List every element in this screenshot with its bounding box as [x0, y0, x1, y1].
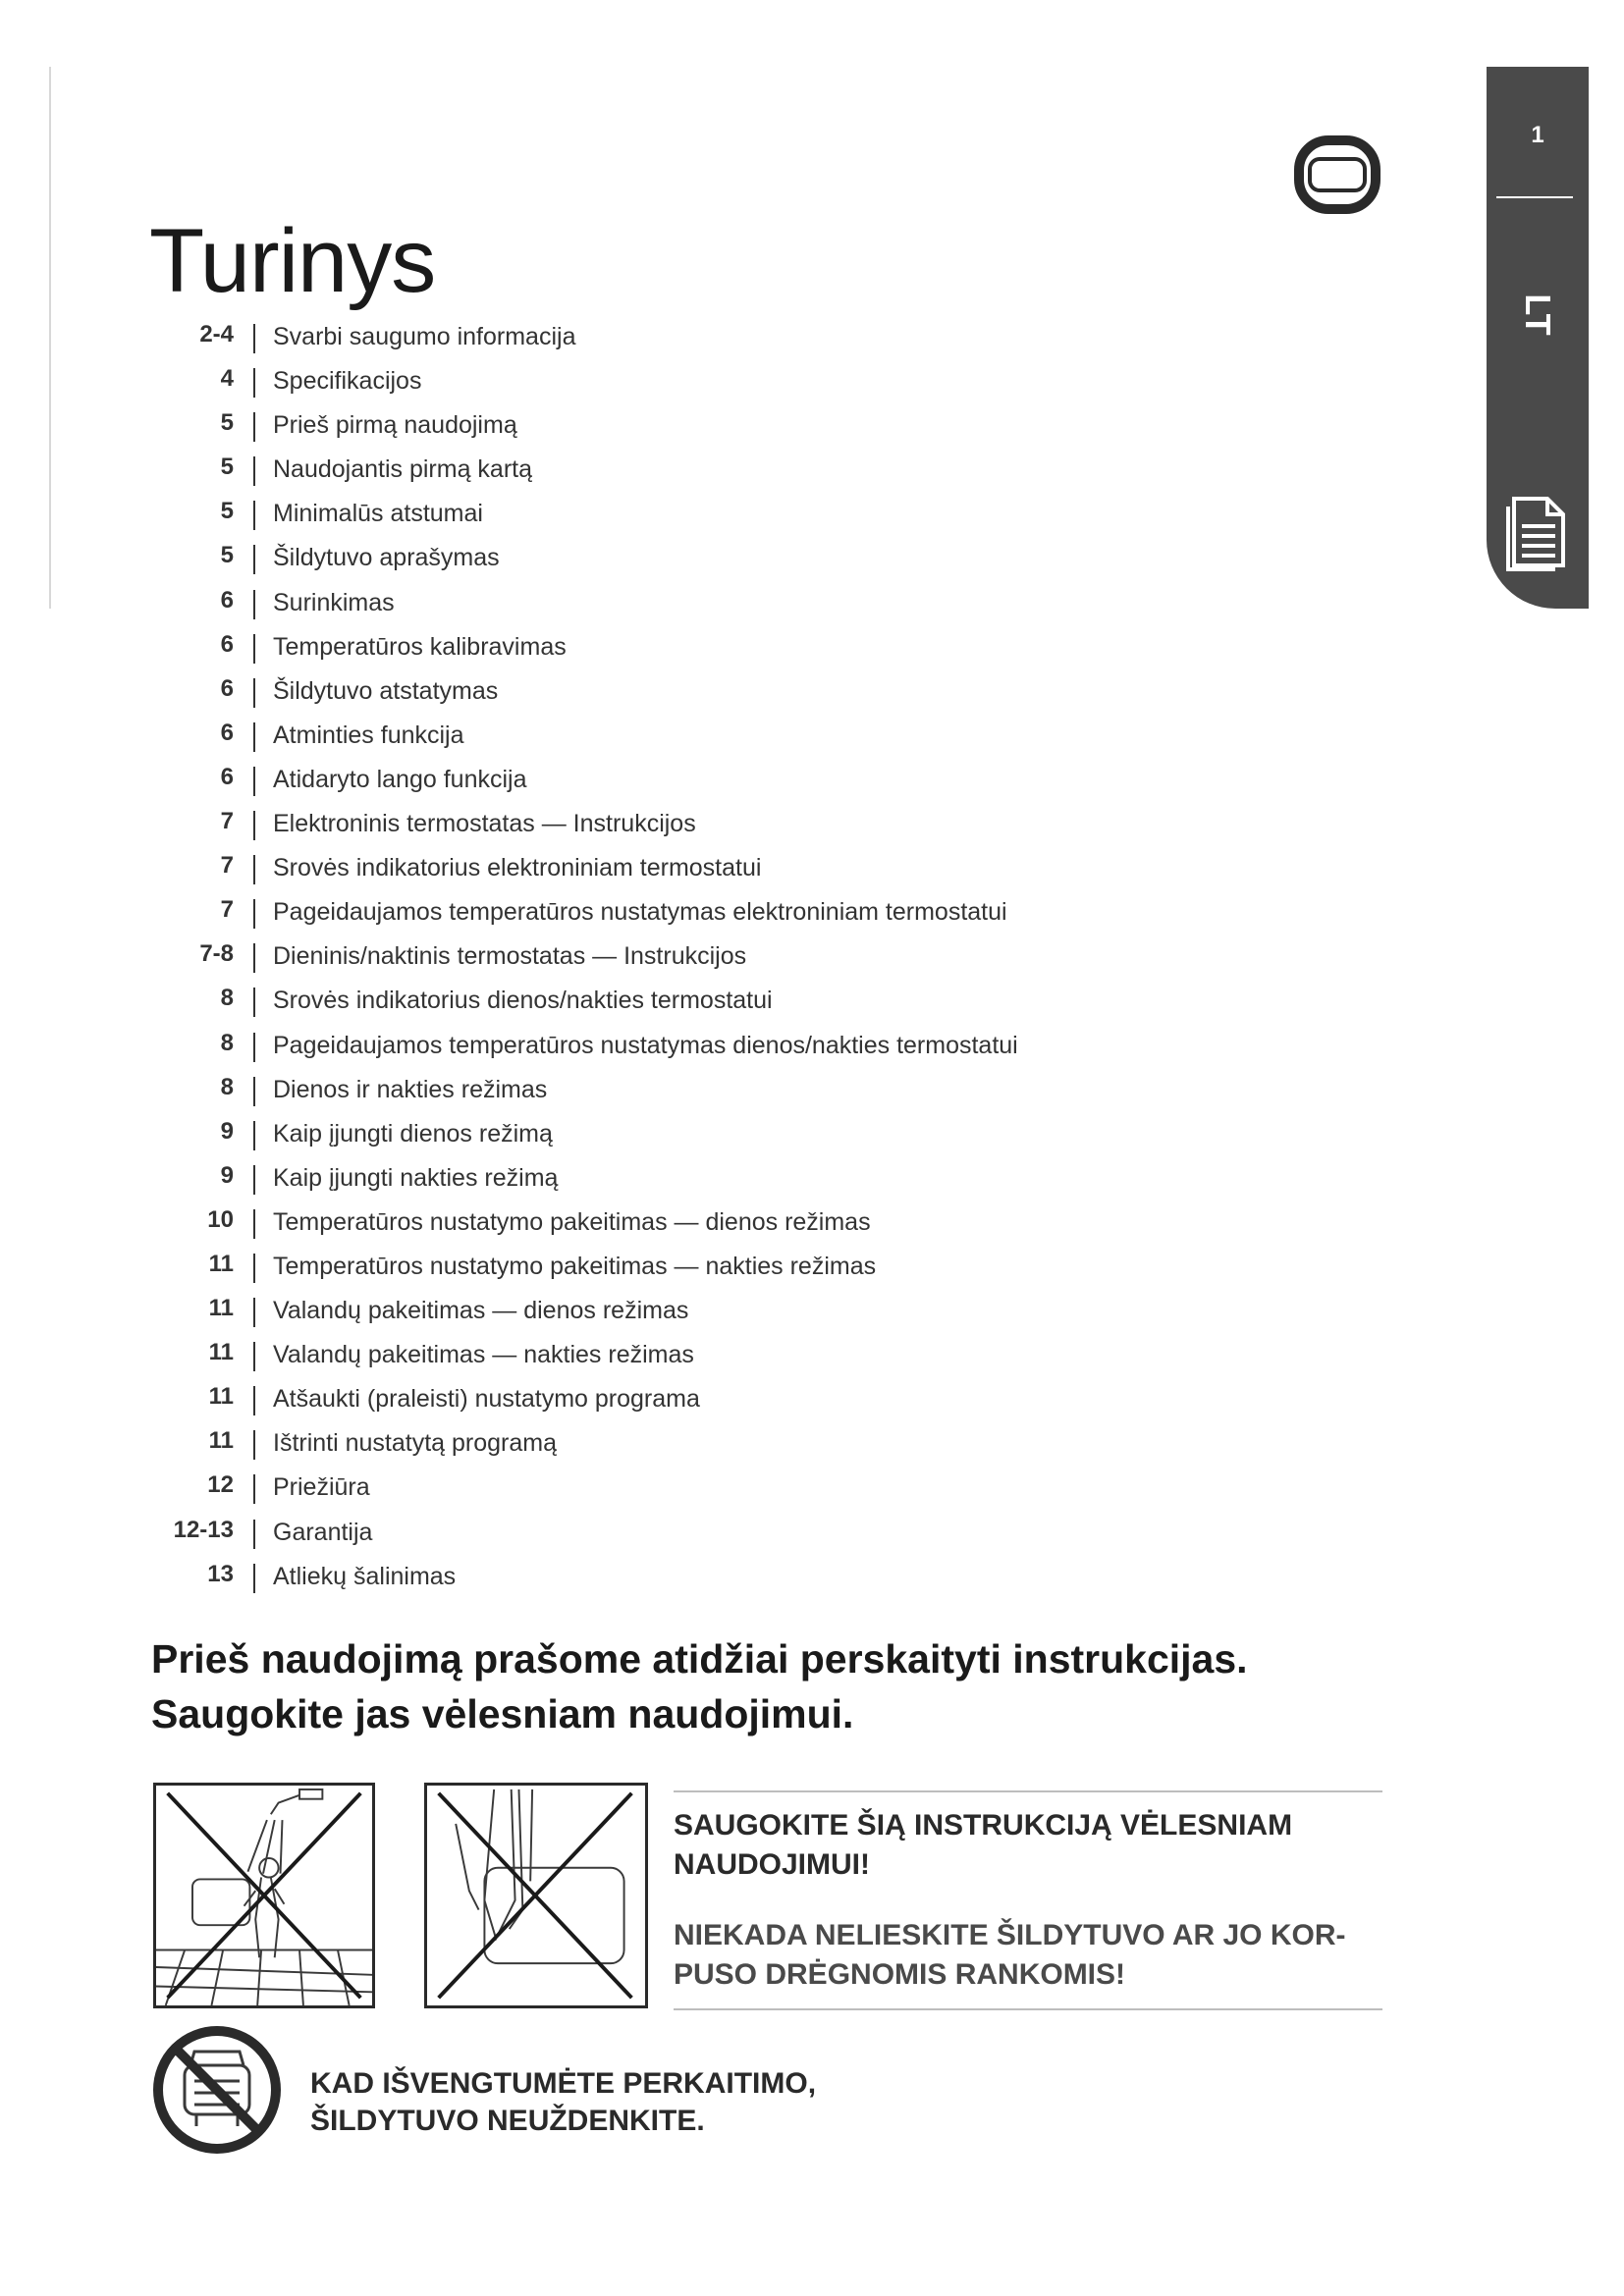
toc-row — [149, 978, 1131, 1022]
toc-row — [149, 934, 1131, 978]
toc-row — [149, 1111, 1131, 1155]
toc-page-number: 6 — [220, 674, 234, 702]
toc-page-number: 8 — [220, 1073, 234, 1100]
toc-page-number: 4 — [220, 365, 234, 393]
toc-row — [149, 1420, 1131, 1465]
toc-separator — [253, 1254, 255, 1283]
side-tab — [1487, 67, 1589, 609]
toc-page-number: 9 — [220, 1117, 234, 1145]
no-towel-drying-icon — [424, 1783, 648, 2008]
toc-entry-label: Specifikacijos — [273, 367, 422, 396]
toc-separator — [253, 899, 255, 929]
toc-row — [149, 889, 1131, 934]
toc-row — [149, 535, 1131, 579]
toc-page-number: 6 — [220, 763, 234, 790]
toc-page-number: 11 — [208, 1250, 234, 1277]
toc-entry-label: Garantija — [273, 1518, 373, 1546]
toc-row — [149, 1510, 1131, 1554]
toc-page-number: 5 — [220, 454, 234, 481]
warning-top-rule — [674, 1790, 1382, 1792]
toc-page-number: 7-8 — [199, 940, 234, 968]
toc-separator — [253, 1209, 255, 1239]
toc-separator — [253, 678, 255, 708]
toc-separator — [253, 767, 255, 796]
do-not-cover-icon — [151, 2024, 283, 2156]
toc-separator — [253, 1033, 255, 1062]
do-not-cover-line-1: KAD IŠVENGTUMĖTE PERKAITIMO, — [310, 2067, 817, 2100]
toc-row — [149, 1554, 1131, 1598]
toc-separator — [253, 368, 255, 398]
keep-instructions-warning: SAUGOKITE ŠIĄ INSTRUKCIJĄ VĖLESNIAM NAUDOJIMUI! — [674, 1809, 1293, 1881]
toc-entry-label: Temperatūros kalibravimas — [273, 632, 567, 661]
toc-separator — [253, 1165, 255, 1195]
toc-row — [149, 668, 1131, 713]
toc-entry-label: Minimalūs atstumai — [273, 500, 483, 528]
toc-separator — [253, 1430, 255, 1460]
toc-separator — [253, 412, 255, 442]
toc-row — [149, 1244, 1131, 1288]
toc-page-number: 9 — [220, 1161, 234, 1189]
no-shower-use-icon — [153, 1783, 375, 2008]
toc-entry-label: Priežiūra — [273, 1473, 370, 1502]
language-label: LT — [1518, 294, 1558, 337]
do-not-cover-line-2: ŠILDYTUVO NEUŽDENKITE. — [310, 2105, 705, 2137]
toc-entry-label: Dieninis/naktinis termostatas — Instrukcijos — [273, 942, 747, 971]
toc-page-number: 6 — [220, 586, 234, 614]
toc-page-number: 11 — [208, 1383, 234, 1411]
toc-separator — [253, 590, 255, 619]
do-not-cover-warning — [310, 2065, 816, 2140]
toc-row — [149, 1067, 1131, 1111]
toc-separator — [253, 1121, 255, 1150]
toc-page-number: 5 — [220, 542, 234, 569]
toc-entry-label: Temperatūros nustatymo pakeitimas — dienos režimas — [273, 1207, 871, 1236]
toc-separator — [253, 855, 255, 884]
toc-separator — [253, 634, 255, 664]
toc-separator — [253, 722, 255, 752]
toc-row — [149, 1023, 1131, 1067]
toc-row — [149, 1155, 1131, 1200]
tab-divider — [1496, 196, 1573, 198]
toc-row — [149, 1465, 1131, 1509]
toc-row — [149, 713, 1131, 757]
warning-box — [674, 1790, 1382, 2010]
toc-row — [149, 402, 1131, 447]
toc-separator — [253, 1520, 255, 1549]
toc-row — [149, 314, 1131, 358]
page-title: Turinys — [149, 211, 436, 311]
toc-row — [149, 801, 1131, 845]
toc-entry-label: Šildytuvo atstatymas — [273, 676, 499, 705]
toc-page-number: 12-13 — [173, 1516, 234, 1543]
toc-page-number: 7 — [220, 808, 234, 835]
toc-row — [149, 491, 1131, 535]
toc-separator — [253, 1077, 255, 1106]
left-margin-rule — [49, 67, 51, 609]
toc-separator — [253, 811, 255, 840]
toc-separator — [253, 988, 255, 1017]
toc-entry-label: Valandų pakeitimas — nakties režimas — [273, 1341, 694, 1369]
toc-entry-label: Valandų pakeitimas — dienos režimas — [273, 1297, 689, 1325]
toc-row — [149, 624, 1131, 668]
toc-entry-label: Surinkimas — [273, 588, 395, 616]
toc-entry-label: Kaip įjungti nakties režimą — [273, 1163, 559, 1192]
toc-entry-label: Atliekų šalinimas — [273, 1562, 457, 1590]
toc-separator — [253, 1474, 255, 1504]
toc-page-number: 10 — [207, 1205, 234, 1233]
toc-page-number: 8 — [220, 1029, 234, 1056]
toc-entry-label: Pageidaujamos temperatūros nustatymas elektroniniam termostatui — [273, 898, 1007, 927]
toc-page-number: 5 — [220, 409, 234, 437]
toc-page-number: 6 — [220, 719, 234, 746]
toc-separator — [253, 1386, 255, 1415]
toc-page-number: 7 — [220, 896, 234, 924]
toc-entry-label: Svarbi saugumo informacija — [273, 323, 576, 350]
toc-entry-label: Atšaukti (praleisti) nustatymo programa — [273, 1385, 700, 1414]
toc-separator — [253, 501, 255, 530]
toc-row — [149, 1376, 1131, 1420]
table-of-contents — [149, 314, 1131, 1598]
notice-line-2: Saugokite jas vėlesniam naudojimui. — [151, 1691, 854, 1736]
toc-separator — [253, 1298, 255, 1327]
toc-page-number: 13 — [207, 1560, 234, 1587]
toc-entry-label: Naudojantis pirmą kartą — [273, 455, 533, 484]
toc-page-number: 6 — [220, 630, 234, 658]
toc-row — [149, 1288, 1131, 1332]
toc-page-number: 2-4 — [199, 321, 234, 347]
toc-row — [149, 358, 1131, 402]
toc-entry-label: Ištrinti nustatytą programą — [273, 1429, 558, 1458]
toc-entry-label: Srovės indikatorius elektroniniam termostatui — [273, 854, 762, 882]
warning-bottom-rule — [674, 2008, 1382, 2010]
notice-line-1: Prieš naudojimą prašome atidžiai perskaityti instrukcijas. — [151, 1636, 1248, 1682]
toc-row — [149, 447, 1131, 491]
rounded-rect-logo-icon — [1294, 135, 1380, 214]
toc-entry-label: Atminties funkcija — [273, 721, 464, 749]
toc-page-number: 5 — [220, 498, 234, 525]
toc-entry-label: Dienos ir nakties režimas — [273, 1075, 548, 1103]
toc-entry-label: Srovės indikatorius dienos/nakties termostatui — [273, 987, 773, 1015]
toc-page-number: 7 — [220, 852, 234, 880]
toc-entry-label: Kaip įjungti dienos režimą — [273, 1119, 553, 1148]
toc-entry-label: Prieš pirmą naudojimą — [273, 411, 517, 440]
toc-entry-label: Pageidaujamos temperatūros nustatymas dienos/nakties termostatui — [273, 1031, 1018, 1059]
toc-entry-label: Atidaryto lango funkcija — [273, 765, 527, 793]
toc-separator — [253, 456, 255, 486]
toc-entry-label: Šildytuvo aprašymas — [273, 544, 500, 572]
toc-page-number: 8 — [220, 985, 234, 1012]
toc-page-number: 11 — [208, 1339, 234, 1366]
toc-row — [149, 845, 1131, 889]
toc-page-number: 12 — [207, 1471, 234, 1499]
toc-entry-label: Temperatūros nustatymo pakeitimas — nakties režimas — [273, 1252, 877, 1280]
toc-separator — [253, 943, 255, 973]
toc-separator — [253, 545, 255, 574]
toc-separator — [253, 1564, 255, 1593]
toc-row — [149, 757, 1131, 801]
toc-page-number: 11 — [208, 1427, 234, 1455]
document-icon — [1506, 495, 1569, 571]
wet-hands-warning: NIEKADA NELIESKITE ŠILDYTUVO AR JO KOR-PUSO DRĖGNOMIS RANKOMIS! — [674, 1919, 1346, 1991]
toc-separator — [253, 324, 255, 353]
toc-row — [149, 1200, 1131, 1244]
toc-entry-label: Elektroninis termostatas — Instrukcijos — [273, 810, 696, 838]
toc-separator — [253, 1342, 255, 1371]
read-instructions-notice — [151, 1631, 1248, 1741]
page-number: 1 — [1531, 122, 1544, 148]
toc-row — [149, 580, 1131, 624]
toc-page-number: 11 — [208, 1295, 234, 1322]
toc-row — [149, 1332, 1131, 1376]
